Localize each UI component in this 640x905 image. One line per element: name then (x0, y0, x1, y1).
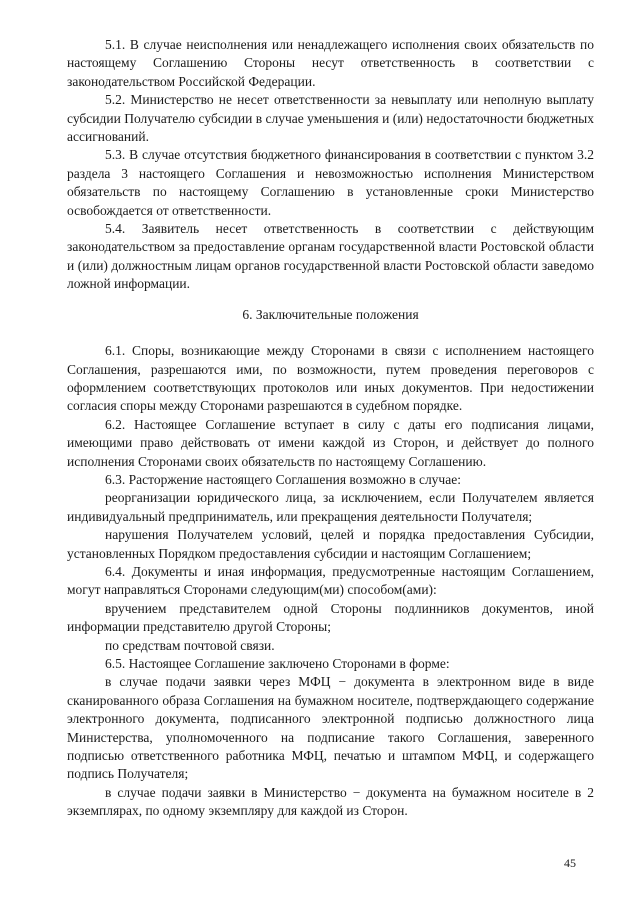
paragraph-6-5-item-mfc: в случае подачи заявки через МФЦ − документа в электронном виде в виде сканированного образа Соглашения на бумажном носителе, подтверждающего содержание электронного документа, подписанного электронной подписью должностного лица Министерства, уполномоченного на подписание такого Соглашения, заверенного подписью ответственного работника МФЦ, печатью и штампом МФЦ, и содержащего подпись Получателя; (67, 674, 594, 782)
paragraph-5-4: 5.4. Заявитель несет ответственность в соответствии с действующим законодательством за предоставление органам государственной власти Ростовской области и (или) должностным лицам органов государственной власти Ростовской области заведомо ложной информации. (67, 221, 594, 292)
page-number: 45 (564, 856, 576, 870)
paragraph-6-3: 6.3. Расторжение настоящего Соглашения возможно в случае: (105, 471, 461, 487)
paragraph-6-3-item-reorganization: реорганизации юридического лица, за исключением, если Получателем является индивидуальный предприниматель, или прекращения деятельности Получателя; (67, 490, 594, 524)
paragraph-6-4-item-delivery: вручением представителем одной Стороны подлинников документов, иной информации представителю другой Стороны; (67, 600, 594, 635)
paragraph-5-1: 5.1. В случае неисполнения или ненадлежащего исполнения своих обязательств по настоящему Соглашению Стороны несут ответственность в соответствии с законодательством Российской Федерации. (67, 37, 594, 89)
document-page (67, 36, 594, 821)
paragraph-5-3: 5.3. В случае отсутствия бюджетного финансирования в соответствии с пунктом 3.2 раздела 3 настоящего Соглашения и невозможностью исполнения Министерством обязательств по настоящему Соглашению в установленные сроки Министерство освобождается от ответственности. (67, 147, 594, 218)
paragraph-6-4-item-post: по средствам почтовой связи. (105, 637, 275, 653)
paragraph-6-4: 6.4. Документы и иная информация, предусмотренные настоящим Соглашением, могут направляться Сторонами следующим(ми) способом(ами): (67, 563, 594, 598)
paragraph-5-2: 5.2. Министерство не несет ответственности за невыплату или неполную выплату субсидии Получателю субсидии в случае уменьшения и (или) недостаточности бюджетных ассигнований. (67, 92, 594, 145)
paragraph-6-5: 6.5. Настоящее Соглашение заключено Сторонами в форме: (105, 656, 450, 671)
paragraph-6-3-item-violation: нарушения Получателем условий, целей и порядка предоставления Субсидии, установленных Порядком предоставления субсидии и настоящим Соглашением; (67, 527, 594, 561)
paragraph-6-2: 6.2. Настоящее Соглашение вступает в силу с даты его подписания лицами, имеющими право действовать от имени каждой из Сторон, и действует до полного исполнения Сторонами своих обязательств по настоящему Соглашению. (67, 416, 594, 469)
section-heading: 6. Заключительные положения (242, 306, 419, 322)
paragraph-6-1: 6.1. Споры, возникающие между Сторонами в связи с исполнением настоящего Соглашения, разрешаются ими, по возможности, путем проведения переговоров с оформлением соответствующих протоколов или иных документов. При недостижении согласия споры между Сторонами разрешаются в судебном порядке. (67, 343, 594, 414)
paragraph-6-5-item-ministry: в случае подачи заявки в Министерство − документа на бумажном носителе в 2 экземплярах, по одному экземпляру для каждой из Сторон. (67, 784, 594, 819)
